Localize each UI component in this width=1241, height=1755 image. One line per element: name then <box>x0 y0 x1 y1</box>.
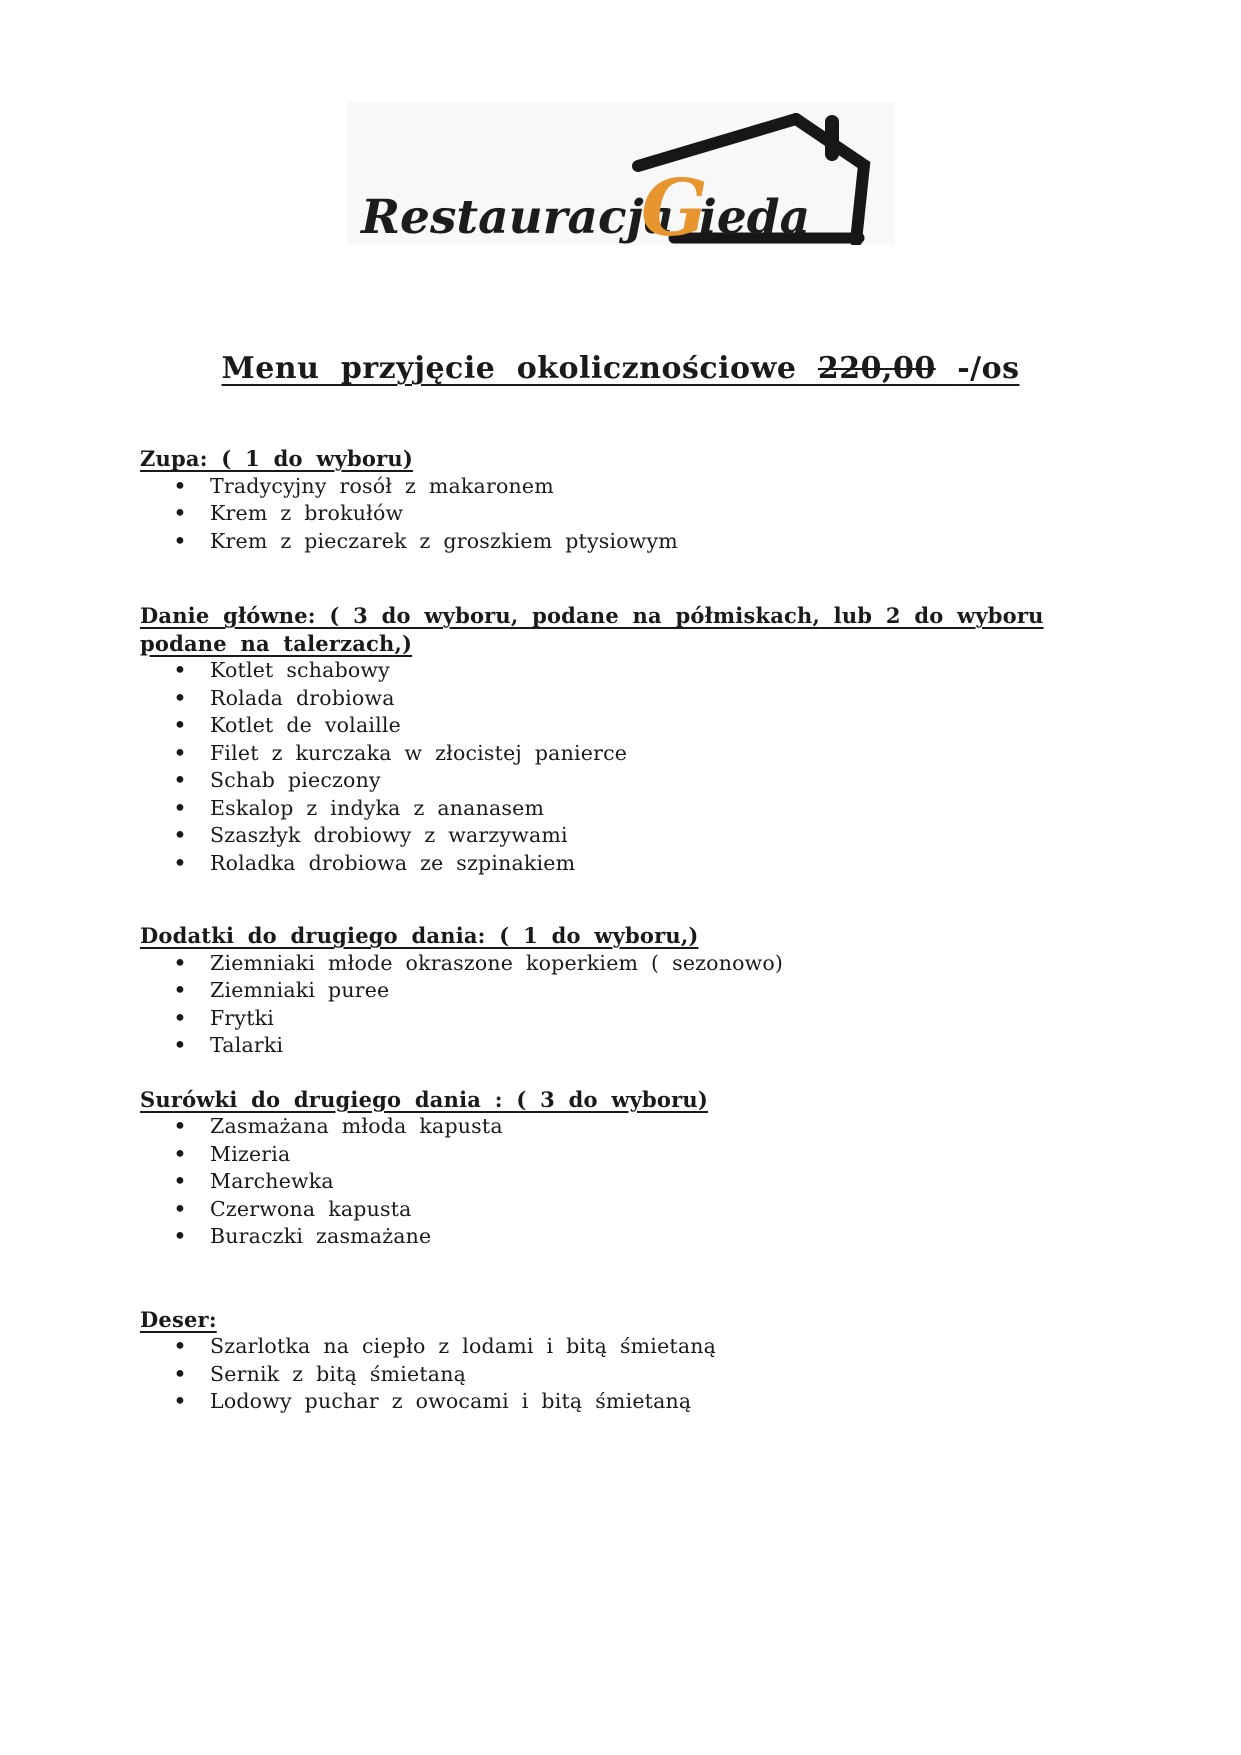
menu-content <box>140 445 1045 1416</box>
list-item: • Sernik z bitą śmietaną <box>140 1361 1045 1389</box>
list-item: • Schab pieczony <box>140 767 1045 795</box>
list-item: • Lodowy puchar z owocami i bitą śmietaną <box>140 1388 1045 1416</box>
list-item: • Ziemniaki puree <box>140 977 1045 1005</box>
salads-list <box>140 1113 1045 1251</box>
section-heading-main-course: Danie główne: ( 3 do wyboru, podane na półmiskach, lub 2 do wyboru podane na talerzach,) <box>140 603 1044 656</box>
list-item: • Frytki <box>140 1005 1045 1033</box>
list-item: • Rolada drobiowa <box>140 685 1045 713</box>
list-item: • Eskalop z indyka z ananasem <box>140 795 1045 823</box>
list-item: • Buraczki zasmażane <box>140 1223 1045 1251</box>
sides-list <box>140 950 1045 1060</box>
list-item: • Czerwona kapusta <box>140 1196 1045 1224</box>
list-item: • Kotlet de volaille <box>140 712 1045 740</box>
list-item: • Talarki <box>140 1032 1045 1060</box>
dessert-list <box>140 1333 1045 1416</box>
menu-title <box>0 349 1241 389</box>
list-item: • Filet z kurczaka w złocistej panierce <box>140 740 1045 768</box>
list-item: • Szarlotka na ciepło z lodami i bitą śmietaną <box>140 1333 1045 1361</box>
list-item: • Marchewka <box>140 1168 1045 1196</box>
section-heading-dessert: Deser: <box>140 1306 217 1332</box>
list-item: • Krem z brokułów <box>140 500 1045 528</box>
logo-image <box>347 102 895 245</box>
list-item: • Ziemniaki młode okraszone koperkiem ( sezonowo) <box>140 950 1045 978</box>
list-item: • Kotlet schabowy <box>140 657 1045 685</box>
list-item: • Szaszłyk drobiowy z warzywami <box>140 822 1045 850</box>
soup-list <box>140 473 1045 556</box>
list-item: • Tradycyjny rosół z makaronem <box>140 473 1045 501</box>
main-course-list <box>140 657 1045 877</box>
menu-price-unit: -/os <box>957 351 1020 386</box>
list-item: • Mizeria <box>140 1141 1045 1169</box>
list-item: • Roladka drobiowa ze szpinakiem <box>140 850 1045 878</box>
logo-text-g: G <box>641 163 708 245</box>
restaurant-logo <box>347 102 895 245</box>
menu-price: 220,00 <box>817 351 936 386</box>
logo-text-ieda: ieda <box>699 190 811 245</box>
list-item: • Krem z pieczarek z groszkiem ptysiowym <box>140 528 1045 556</box>
section-heading-soup: Zupa: ( 1 do wyboru) <box>140 446 413 471</box>
list-item: • Zasmażana młoda kapusta <box>140 1113 1045 1141</box>
section-heading-sides: Dodatki do drugiego dania: ( 1 do wyboru,) <box>140 923 699 948</box>
logo-text-restauracja: Restauracja <box>361 190 675 245</box>
menu-title-text: Menu przyjęcie okolicznościowe <box>221 351 797 386</box>
section-heading-salads: Surówki do drugiego dania : ( 3 do wyboru) <box>140 1086 708 1112</box>
